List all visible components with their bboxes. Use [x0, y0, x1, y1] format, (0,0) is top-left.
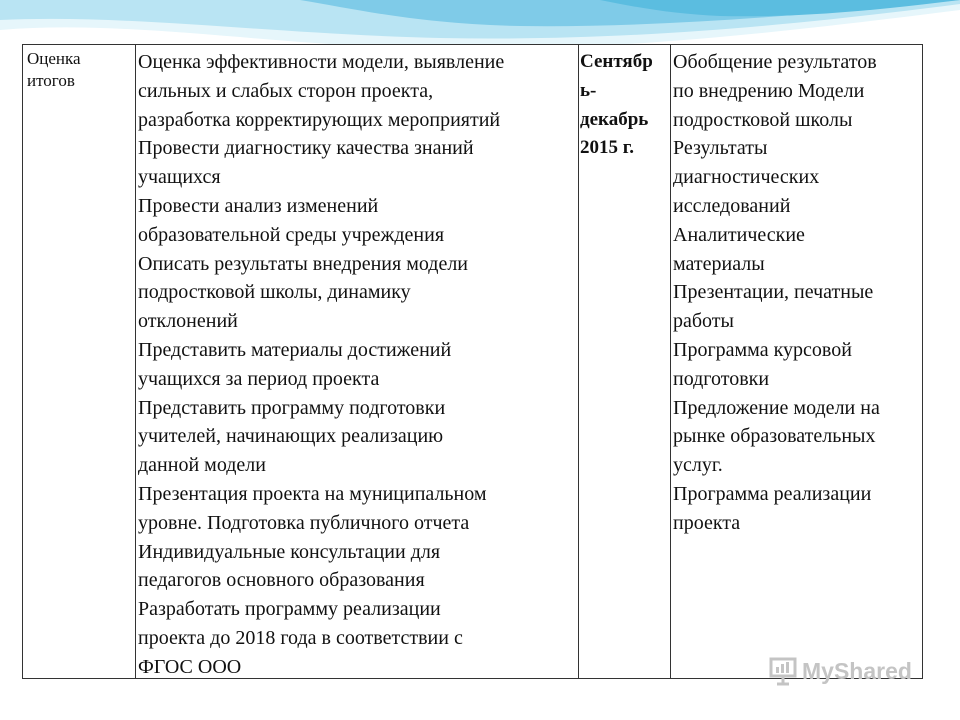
activity-line: отклонений — [138, 310, 238, 333]
activity-line: сильных и слабых сторон проекта, — [138, 79, 434, 102]
result-line: рынке образовательных — [673, 425, 876, 448]
activity-line: Провести анализ изменений — [138, 194, 379, 217]
period-line: 2015 г. — [580, 137, 634, 159]
activity-line: Представить программу подготовки — [138, 396, 446, 419]
activity-line: ФГОС ООО — [138, 655, 242, 678]
result-line: проекта — [673, 511, 741, 534]
activities-column — [136, 45, 579, 678]
presentation-board-icon — [768, 656, 798, 686]
activity-line: учащихся за период проекта — [138, 367, 380, 390]
activity-line: Индивидуальные консультации для — [138, 540, 441, 563]
result-line: Программа реализации — [673, 482, 872, 505]
result-line: подростковой школы — [673, 108, 853, 131]
result-line: Предложение модели на — [673, 396, 880, 419]
activity-line: Презентация проекта на муниципальном — [138, 482, 487, 505]
stage-line: Оценка — [27, 49, 81, 68]
result-line: Презентации, печатные — [673, 281, 874, 304]
result-line: Аналитические — [673, 223, 805, 246]
activity-line: учащихся — [138, 166, 221, 189]
plan-table — [22, 44, 923, 679]
result-line: работы — [673, 310, 734, 333]
activity-line: Представить материалы достижений — [138, 338, 452, 361]
period-line: ь- — [580, 79, 597, 101]
activity-line: подростковой школы, динамику — [138, 281, 411, 304]
period-column — [579, 45, 671, 678]
stage-line: итогов — [27, 71, 75, 90]
activity-line: педагогов основного образования — [138, 569, 425, 592]
result-line: Результаты — [673, 137, 768, 160]
activity-line: проекта до 2018 года в соответствии с — [138, 626, 463, 649]
watermark-text: MyShared — [802, 657, 912, 684]
period-line: Сентябр — [580, 51, 653, 72]
activity-line: Описать результаты внедрения модели — [138, 252, 469, 275]
result-line: подготовки — [673, 367, 770, 390]
result-line: исследований — [673, 194, 791, 217]
activity-line: уровне. Подготовка публичного отчета — [138, 511, 470, 534]
result-line: услуг. — [673, 454, 723, 477]
results-column — [671, 45, 922, 678]
result-line: Программа курсовой — [673, 338, 852, 361]
activity-line: Провести диагностику качества знаний — [138, 137, 474, 160]
watermark — [768, 656, 912, 686]
activity-line: учителей, начинающих реализацию — [138, 425, 444, 448]
result-line: по внедрению Модели — [673, 79, 865, 102]
stage-column — [23, 45, 136, 678]
activity-line: Оценка эффективности модели, выявление — [138, 51, 505, 73]
activity-line: данной модели — [138, 454, 266, 477]
activity-line: разработка корректирующих мероприятий — [138, 108, 501, 131]
activity-line: образовательной среды учреждения — [138, 223, 445, 246]
activity-line: Разработать программу реализации — [138, 598, 441, 621]
result-line: материалы — [673, 252, 765, 275]
period-line: декабрь — [580, 108, 649, 130]
result-line: Обобщение результатов — [673, 51, 877, 73]
result-line: диагностических — [673, 166, 820, 189]
